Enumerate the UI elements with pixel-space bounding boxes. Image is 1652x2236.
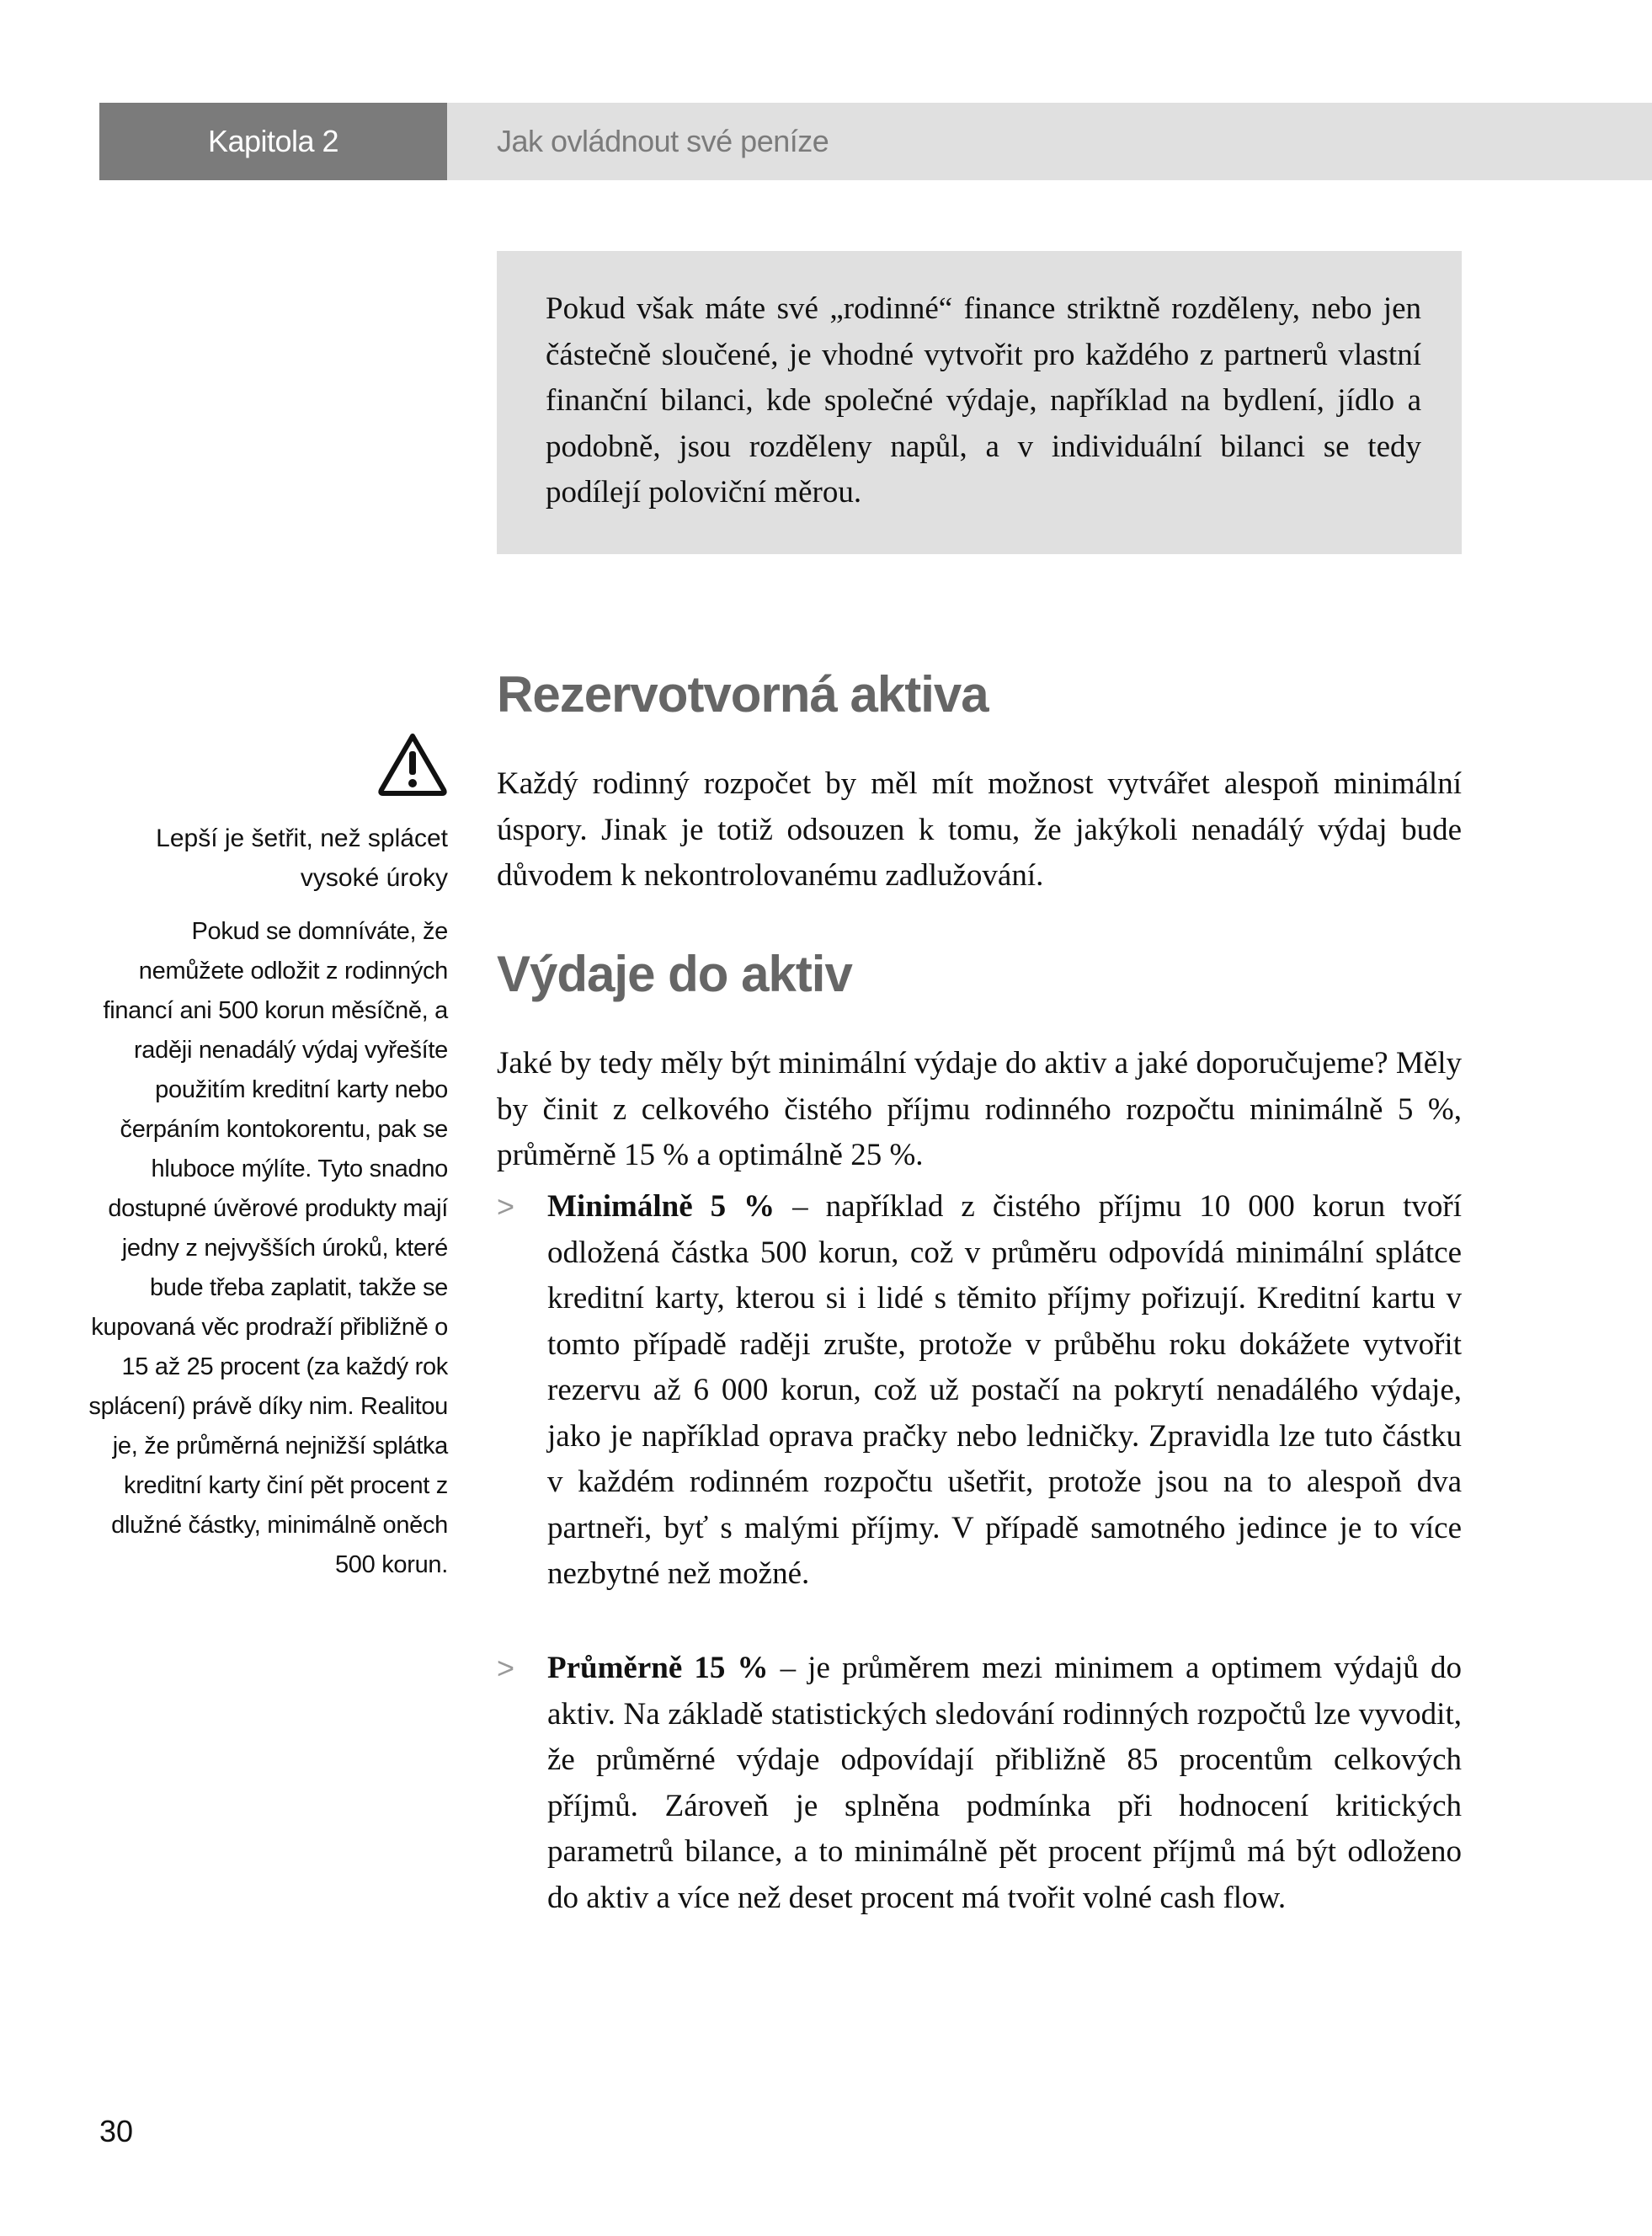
info-box	[497, 251, 1462, 554]
section-paragraph: Každý rodinný rozpočet by měl mít možnost vytvářet alespoň minimální úspory. Jinak je totiž odsouzen k tomu, že jakýkoli nenadálý výdaj bude důvodem k nekontrolovanému zadlužování.	[497, 766, 1462, 893]
info-box-text: Pokud však máte své „rodinné“ finance striktně rozděleny, nebo jen částečně sloučené, je vhodné vytvořit pro každého z partnerů vlastní finanční bilanci, kde společné výdaje, například na bydlení, jídlo a podobně, jsou rozděleny napůl, a v individuální bilanci se tedy podílejí poloviční měrou.	[546, 291, 1421, 510]
bullet-chevron-icon: >	[497, 1189, 515, 1224]
section-heading-reserve-assets: Rezervotvorná aktiva	[497, 666, 989, 723]
running-header	[99, 103, 1652, 180]
list-item-label: Minimálně 5 %	[547, 1189, 775, 1224]
list-item-body: – je průměrem mezi minimem a optimem výdajů do aktiv. Na základě statistických sledování rodinných rozpočtů lze vyvodit, že průměrné výdaje odpovídají přibližně 85 procentům celkových příjmů. Zároveň je splněna podmínka při hodnocení kritických parametrů bilance, a to minimálně pět procent příjmů má být odloženo do aktiv a více než deset procent má tvořit volné cash flow.	[547, 1651, 1462, 1915]
list-item-text	[547, 1184, 1462, 1598]
bullet-chevron-icon: >	[497, 1651, 515, 1685]
warning-icon	[376, 731, 449, 797]
list-item-text	[547, 1646, 1462, 1921]
sidebar-note-body: Pokud se domníváte, že nemůžete odložit z rodinných financí ani 500 korun měsíčně, a raději nenadálý výdaj vyřešíte použitím kreditní karty nebo čerpáním kontokorentu, pak se hluboce mýlíte. Tyto snadno dostupné úvěrové produkty mají jedny z nejvyšších úroků, které bude třeba zaplatit, takže se kupovaná věc prodraží přibližně o 15 až 25 procent (za každý rok splácení) právě díky nim. Realitou je, že průměrná nejnižší splátka kreditní karty činí pět procent z dlužné částky, minimálně oněch 500 korun.	[88, 918, 448, 1578]
page-number: 30	[99, 2114, 134, 2148]
section-paragraph: Jaké by tedy měly být minimální výdaje do aktiv a jaké doporučujeme? Měly by činit z celkového čistého příjmu rodinného rozpočtu minimálně 5 %, průměrně 15 % a optimálně 25 %.	[497, 1046, 1462, 1172]
sidebar-note-title: Lepší je šetřit, než splácet vysoké úroky	[156, 824, 448, 892]
section-heading-asset-expenses: Výdaje do aktiv	[497, 946, 852, 1002]
chapter-label: Kapitola 2	[99, 103, 447, 180]
list-item-body: – například z čistého příjmu 10 000 korun tvoří odložená částka 500 korun, což v průměru odpovídá minimální splátce kreditní karty, kterou si i lidé s těmito příjmy pořizují. Kreditní kartu v tomto případě raději zrušte, protože v průběhu roku dokážete vytvořit rezervu až 6 000 korun, což už postačí na pokrytí nenadálého výdaje, jako je například oprava pračky nebo ledničky. Zpravidla lze tuto částku v každém rodinném rozpočtu ušetřit, protože jsou na to alespoň dva partneři, byť s malými příjmy. V případě samotného jedince je to více nezbytné než možné.	[547, 1189, 1462, 1591]
list-item-label: Průměrně 15 %	[547, 1651, 769, 1685]
chapter-title: Jak ovládnout své peníze	[497, 124, 829, 158]
